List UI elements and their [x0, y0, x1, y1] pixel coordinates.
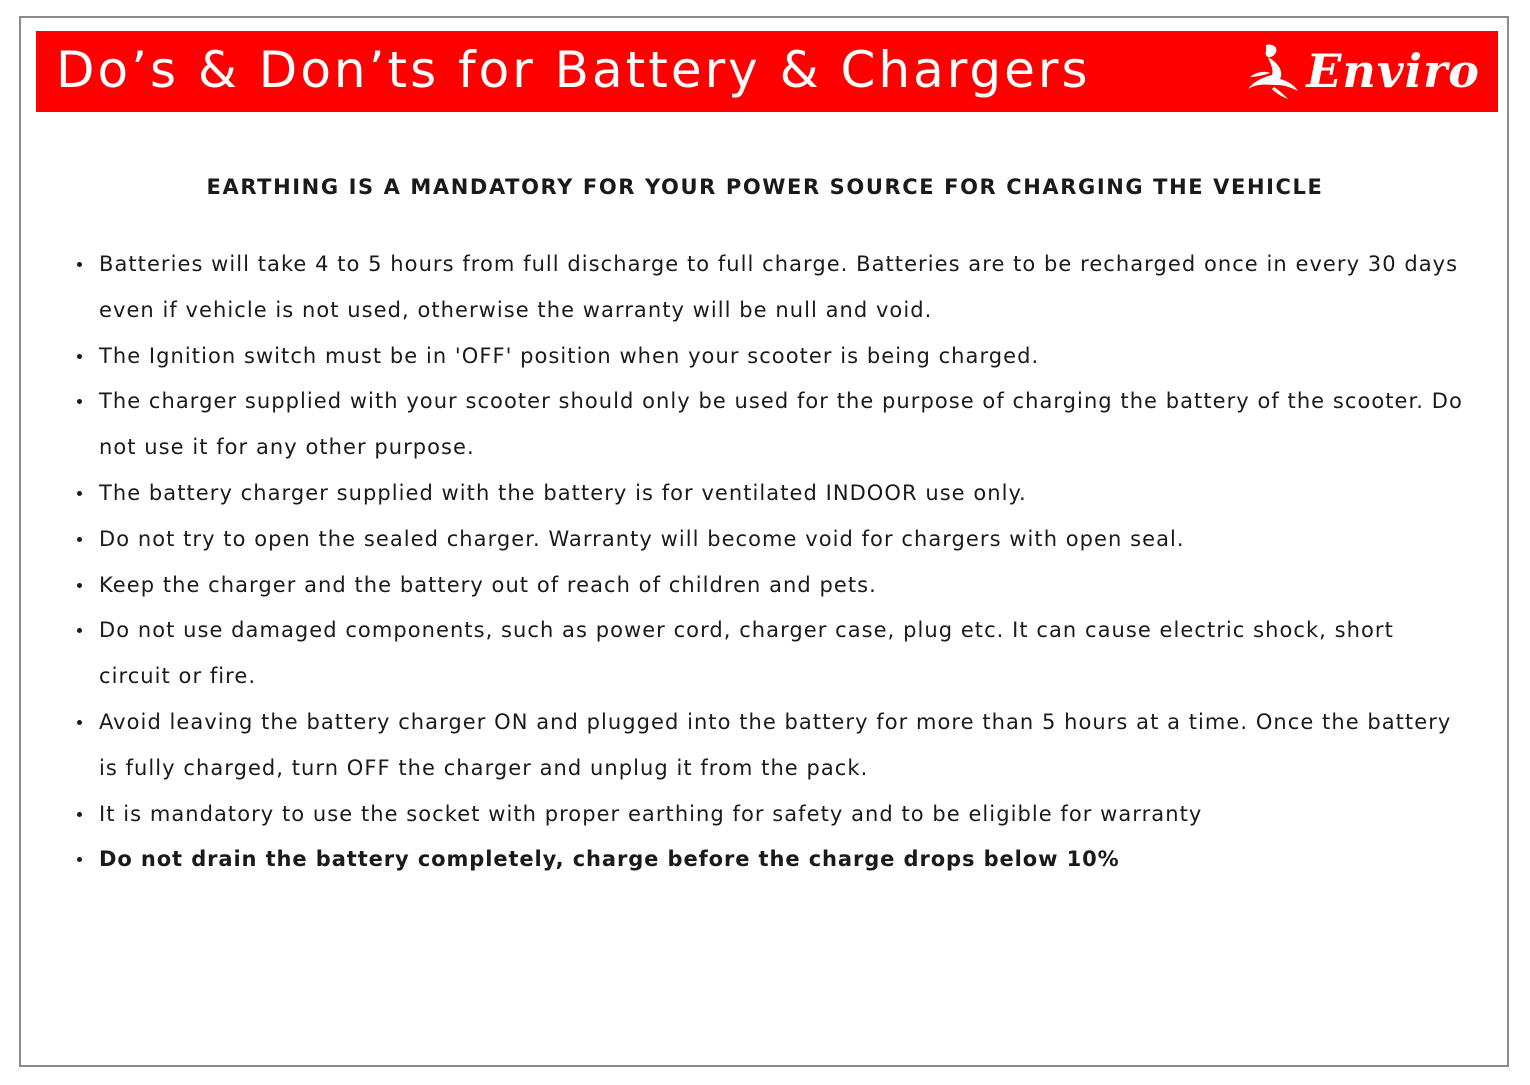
brand-name: Enviro: [1306, 44, 1480, 98]
rule-item: The battery charger supplied with the battery is for ventilated INDOOR use only.: [99, 471, 1469, 517]
rule-item: Do not try to open the sealed charger. Warranty will become void for chargers with open seal.: [99, 517, 1469, 563]
rule-item: Batteries will take 4 to 5 hours from full discharge to full charge. Batteries are to be recharged once in every 30 days even if vehicle is not used, otherwise the warranty will be null and void.: [99, 242, 1469, 334]
rule-item-emphasis: Do not drain the battery completely, charge before the charge drops below 10%: [99, 837, 1469, 883]
rule-item: It is mandatory to use the socket with proper earthing for safety and to be eligible for warranty: [99, 792, 1469, 838]
page-title: Do’s & Don’ts for Battery & Chargers: [56, 41, 1091, 99]
rules-list: [99, 242, 1469, 883]
rule-item: The Ignition switch must be in 'OFF' position when your scooter is being charged.: [99, 334, 1469, 380]
rule-item: Keep the charger and the battery out of reach of children and pets.: [99, 563, 1469, 609]
rule-item: Avoid leaving the battery charger ON and plugged into the battery for more than 5 hours at a time. Once the battery is fully charged, turn OFF the charger and unplug it from the pack.: [99, 700, 1469, 792]
earthing-notice: EARTHING IS A MANDATORY FOR YOUR POWER SOURCE FOR CHARGING THE VEHICLE: [206, 175, 1324, 199]
brand-logo: [1244, 39, 1480, 103]
running-figure-logo-icon: [1244, 41, 1300, 101]
rule-item: The charger supplied with your scooter should only be used for the purpose of charging the battery of the scooter. Do not use it for any other purpose.: [99, 379, 1469, 471]
rule-item: Do not use damaged components, such as power cord, charger case, plug etc. It can cause electric shock, short circuit or fire.: [99, 608, 1469, 700]
header-banner: [36, 31, 1498, 112]
